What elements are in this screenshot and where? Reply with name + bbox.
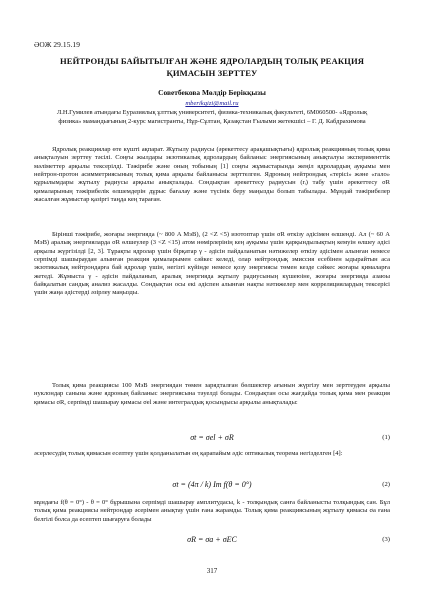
equation-formula: σt = σel + σR bbox=[190, 433, 234, 442]
author-affiliation: Л.Н.Гумилев атындағы Еуразиялық ұлттық университеті, физика-техникалық факультеті, 6M060500- «Ядролық физика» мамандығының 2-курс магистранты, Нұр-Сұлтан, Қазақстан Ғылыми жетекшісі – Г. Д. Кабдрахимова bbox=[56, 109, 368, 125]
paragraph-text: әсерлесудің толық қимасын есептеу үшін қолданылатын ең қарапайым әдіс оптикалық теорема негізделген [4]: bbox=[34, 450, 343, 457]
paragraph-text: Толық қима реакциясы 100 МэВ энергиядан төмен зарядталған бөлшектер ағынын жүргізу мен зерттеуден арқылы нуклондар санына және ядроның байланыс энергиясына тәуелді болады. Сондықтан осы жағдайда толық қима мен реакция қимасы σR, серпімді шашырау қимасы σel және интегралдық қосындысы арқылы анықталады: bbox=[34, 382, 390, 406]
page-number: 317 bbox=[206, 567, 218, 575]
author-email-link[interactable]: mberikqizi@mail.ru bbox=[185, 100, 239, 107]
equation-3 bbox=[0, 535, 424, 549]
paragraph-text: Ядролық реакциялар өте күшті ақпарат. Жұтылу радиусы (әрекеттесу арақашықтығы) ядролық реакцияның толық қима анықталуын зерттеу тәсілі. Соңғы жылдары экзотикалық ядролардың байланыс энергиясының анықталуы эксперименттік мәліметтер арқылы тексерілді. Тәжірибе және оның тобының [1] соңғы жұмыстарында жеңіл ядролардың ауқымы мен нейтрон-протон асимметриясының толық қима арқылы байланысы зерттелген. Ядроның нейтрондық «терісі» және «гало» құрылымдары жұтылу радиусы арқылы анықталады. Сондықтан әрекеттесу радиусын (rᵢ) табу үшін әрекеттесу σR қималарының тәжірибелік өлшемдерін дұрыс бағалау және түсінік беру маңызды болып табылады. Мұндай тәжірибелер жасалған жұмыстар қазіргі таңда кең тараған. bbox=[34, 146, 390, 204]
equation-formula: σR = σa + σEC bbox=[187, 535, 237, 544]
paragraph-intro bbox=[34, 146, 390, 204]
equation-formula: σt = (4π / k) Im f(θ = 0°) bbox=[172, 480, 252, 489]
article-title: НЕЙТРОНДЫ БАЙЫТЫЛҒАН ЖӘНЕ ЯДРОЛАРДЫҢ ТОЛЫҚ РЕАКЦИЯ ҚИМАСЫН ЗЕРТТЕУ bbox=[59, 56, 365, 78]
paragraph-text: мұндағы f(θ = 0°) - θ = 0° бұрышына серпімді шашырау амплитудасы, k - толқындық санға байланысты толқындық сан. Бұл толық қима реакциясы нейтрондар әсерімен анықтау үшін ғана жарамды. Толық қима реакциясының жұтылу қимасы σa ғана белгілі болса да есептеп шығаруға болады bbox=[34, 499, 390, 523]
paragraph-text: Бірінші тәжірибе, жоғары энергияда (~ 800 A МэВ), (2 <Z <5) изотоптар үшін σR өткізу әдісімен өлшенді. Ал (~ 60 A МэВ) аралық энергияларда σR өлшеулер (3 <Z <15) атом нөмірлерінің кең ауқымы үшін қарқындылықтың кемуін өлшеу әдісі арқылы жүргізілді [2, 3]. Тұрақты ядролар үшін бірқатар γ - әдісін пайдаланатын нәтижелер өткізу әдісімен алынған немесе серпімді шашыраудан алынған реакция қималарымен сәйкес келеді, олар нейтрондық эмиссия есебінен ыдырайтын аса экзотикалық нейтрондарға бай ядролар үшін, негізгі күйінде немесе қозу энергиясы төмен кезде сәйкес жоғары қималарға жетеді. Жұмыста γ - әдісін пайдаланып, аралық энергияда жұтылу радиусының күшеюіне, жоғары энергияда азаюы байқалатын сандық анализ жасалды. Сондықтан осы екі әдіспен алынған нақты нәтижелер мен корреляциялардың тексерісі үшін жаңа әдістерді әзірлеу маңызды. bbox=[34, 231, 390, 297]
udc-code: ӘОЖ 29.15.19 bbox=[34, 40, 81, 49]
paragraph-amplitude bbox=[34, 499, 390, 524]
paragraph-total-cross-section bbox=[34, 382, 390, 407]
paragraph-optical-theorem bbox=[34, 450, 390, 458]
equation-number: (1) bbox=[382, 434, 390, 441]
paragraph-methods bbox=[34, 231, 390, 298]
equation-number: (2) bbox=[382, 481, 390, 488]
author-name: Советбекова Мөлдір Берікқызы bbox=[158, 88, 266, 97]
equation-number: (3) bbox=[382, 536, 390, 543]
equation-1 bbox=[0, 433, 424, 447]
equation-2 bbox=[0, 480, 424, 494]
